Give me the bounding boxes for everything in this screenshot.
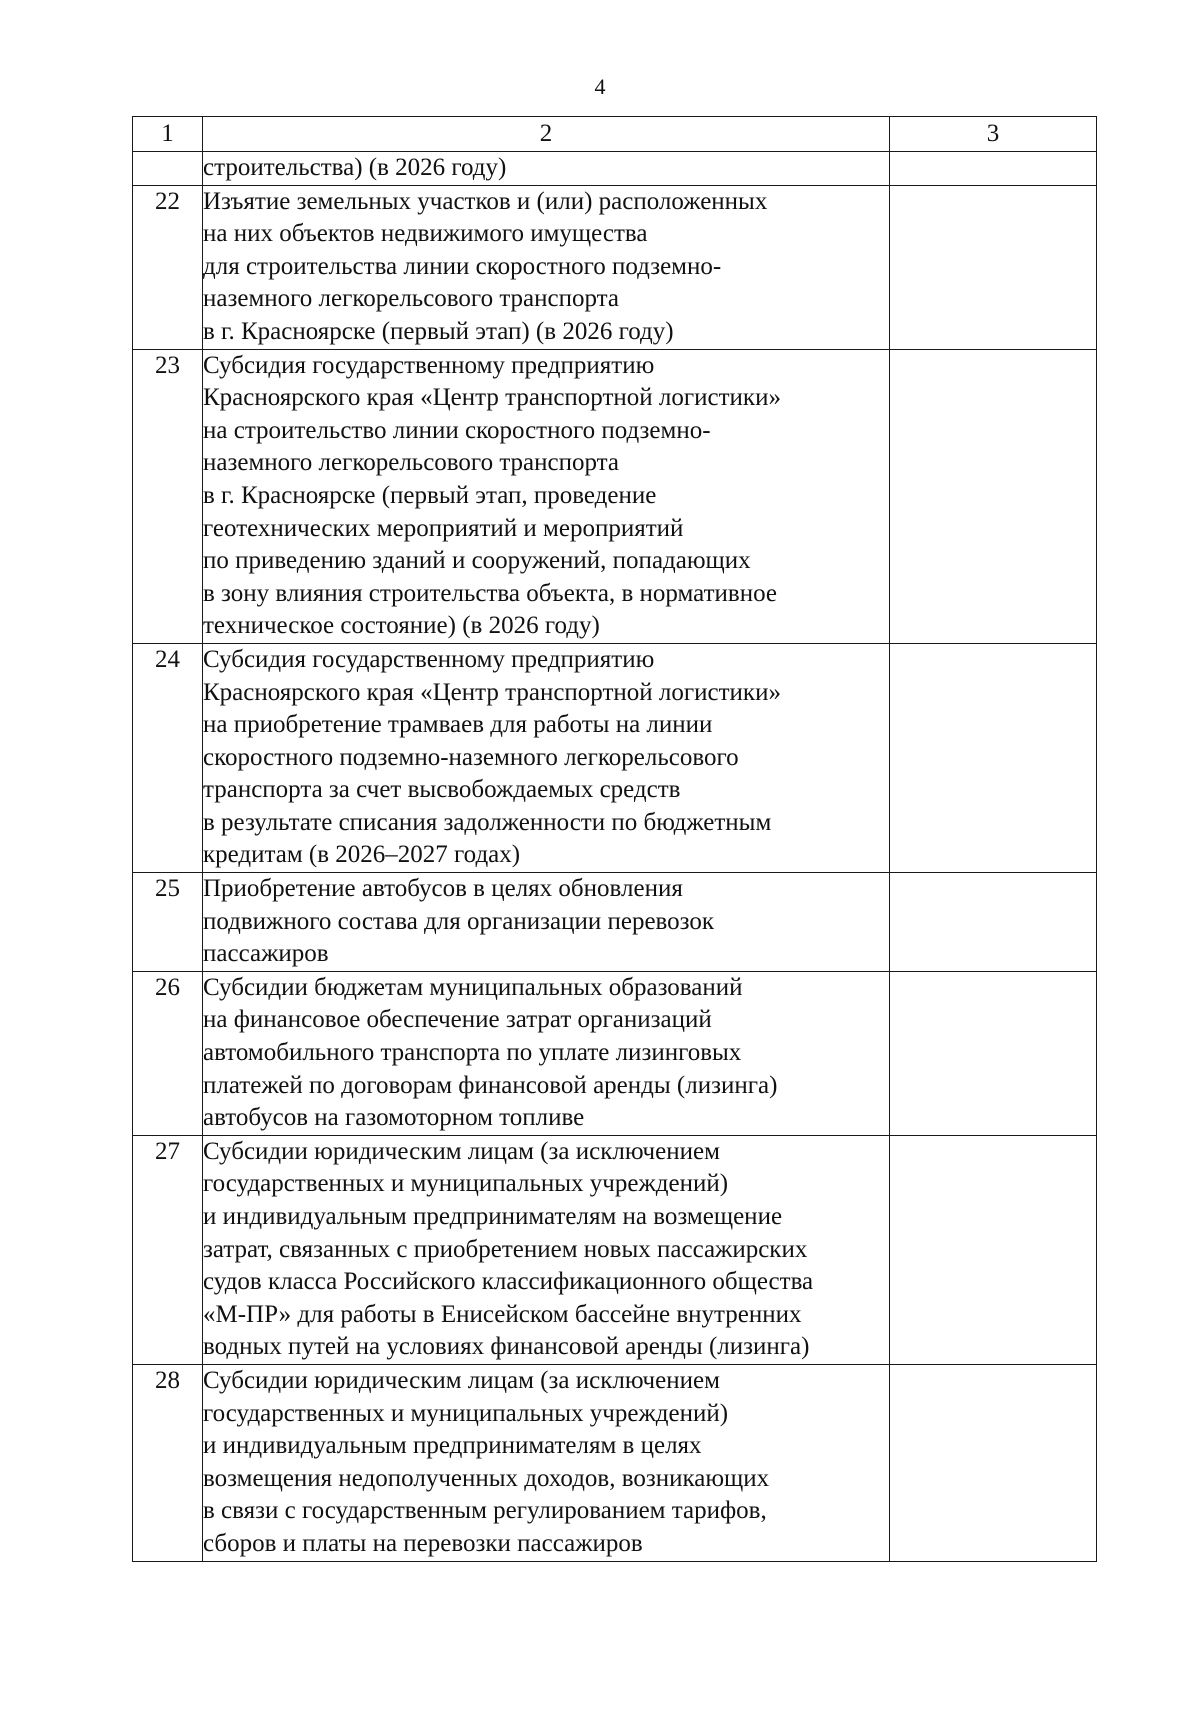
row-notes	[890, 1135, 1097, 1364]
row-description	[203, 349, 890, 643]
description-line: геотехнических мероприятий и мероприятий	[203, 514, 684, 542]
description-line: Субсидии юридическим лицам (за исключением	[203, 1366, 720, 1394]
row-notes	[890, 185, 1097, 349]
description-line: «М-ПР» для работы в Енисейском бассейне внутренних	[203, 1300, 802, 1328]
description-line: подвижного состава для организации перевозок	[203, 907, 715, 935]
row-description	[203, 152, 890, 186]
table-row	[133, 643, 1097, 872]
description-line: в г. Красноярске (первый этап, проведение	[203, 481, 657, 509]
description-line: пассажиров	[203, 940, 329, 968]
description-line: государственных и муниципальных учреждений)	[203, 1399, 729, 1427]
description-line: Приобретение автобусов в целях обновления	[203, 875, 683, 903]
row-number: 23	[133, 349, 203, 643]
row-number: 22	[133, 185, 203, 349]
description-line: Субсидия государственному предприятию	[203, 645, 655, 673]
row-notes	[890, 349, 1097, 643]
description-line: транспорта за счет высвобождаемых средств	[203, 776, 681, 804]
column-header-notes: 3	[890, 117, 1097, 152]
table-row	[133, 152, 1097, 186]
column-header-number: 1	[133, 117, 203, 152]
description-line: Красноярского края «Центр транспортной логистики»	[203, 678, 781, 706]
description-line: Изъятие земельных участков и (или) расположенных	[203, 187, 768, 215]
row-number: 27	[133, 1135, 203, 1364]
table-row	[133, 185, 1097, 349]
description-line: затрат, связанных с приобретением новых пассажирских	[203, 1235, 808, 1263]
row-notes	[890, 971, 1097, 1135]
description-line: на строительство линии скоростного подземно-	[203, 416, 711, 444]
description-line: по приведению зданий и сооружений, попадающих	[203, 547, 751, 575]
description-line: в связи с государственным регулированием тарифов,	[203, 1497, 767, 1525]
row-number: 28	[133, 1364, 203, 1561]
row-description	[203, 185, 890, 349]
table-body	[133, 117, 1097, 1562]
row-notes	[890, 152, 1097, 186]
description-line: автомобильного транспорта по уплате лизинговых	[203, 1039, 742, 1067]
description-line: на финансовое обеспечение затрат организаций	[203, 1006, 712, 1034]
description-line: судов класса Российского классификационного общества	[203, 1268, 814, 1296]
description-line: автобусов на газомоторном топливе	[203, 1104, 585, 1132]
description-line: Субсидии юридическим лицам (за исключением	[203, 1137, 720, 1165]
row-number	[133, 152, 203, 186]
description-line: для строительства линии скоростного подземно-	[203, 252, 722, 280]
description-line: и индивидуальным предпринимателям в целях	[203, 1432, 702, 1460]
row-notes	[890, 873, 1097, 972]
table-row	[133, 1135, 1097, 1364]
description-line: техническое состояние) (в 2026 году)	[203, 612, 600, 640]
row-description	[203, 1135, 890, 1364]
description-line: кредитам (в 2026–2027 годах)	[203, 841, 521, 869]
description-line: в результате списания задолженности по бюджетным	[203, 808, 772, 836]
row-description	[203, 643, 890, 872]
row-number: 25	[133, 873, 203, 972]
description-line: платежей по договорам финансовой аренды (лизинга)	[203, 1071, 778, 1099]
description-line: строительства) (в 2026 году)	[203, 154, 507, 181]
table-row	[133, 349, 1097, 643]
description-line: наземного легкорельсового транспорта	[203, 285, 619, 313]
description-line: на них объектов недвижимого имущества	[203, 220, 648, 248]
description-line: государственных и муниципальных учреждений)	[203, 1170, 729, 1198]
table-row	[133, 873, 1097, 972]
description-line: возмещения недополученных доходов, возникающих	[203, 1464, 770, 1492]
table-row	[133, 971, 1097, 1135]
description-line: в зону влияния строительства объекта, в нормативное	[203, 579, 777, 607]
table-header-row	[133, 117, 1097, 152]
measures-table	[132, 116, 1097, 1562]
description-line: Субсидия государственному предприятию	[203, 351, 655, 379]
description-line: Красноярского края «Центр транспортной логистики»	[203, 384, 781, 412]
row-notes	[890, 1364, 1097, 1561]
page-number: 4	[594, 74, 606, 99]
description-line: скоростного подземно-наземного легкорельсового	[203, 743, 739, 771]
row-number: 24	[133, 643, 203, 872]
row-description	[203, 873, 890, 972]
row-description	[203, 971, 890, 1135]
table-row	[133, 1364, 1097, 1561]
description-line: и индивидуальным предпринимателям на возмещение	[203, 1203, 783, 1230]
column-header-description: 2	[203, 117, 890, 152]
description-line: сборов и платы на перевозки пассажиров	[203, 1529, 643, 1557]
description-line: в г. Красноярске (первый этап) (в 2026 году)	[203, 317, 674, 345]
row-notes	[890, 643, 1097, 872]
description-line: водных путей на условиях финансовой аренды (лизинга)	[203, 1333, 810, 1361]
description-line: на приобретение трамваев для работы на линии	[203, 711, 713, 739]
description-line: Субсидии бюджетам муниципальных образований	[203, 973, 743, 1001]
row-description	[203, 1364, 890, 1561]
row-number: 26	[133, 971, 203, 1135]
description-line: наземного легкорельсового транспорта	[203, 449, 619, 477]
